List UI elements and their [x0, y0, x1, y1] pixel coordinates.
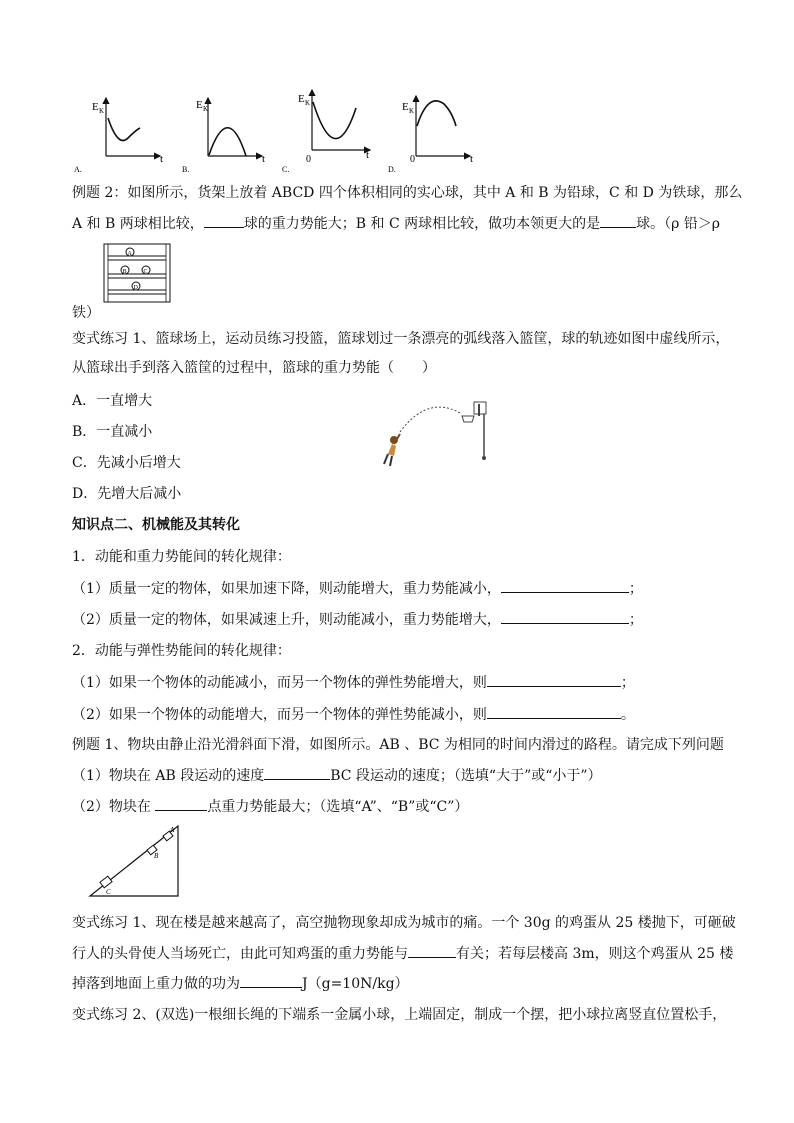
svg-text:D: D — [133, 285, 138, 291]
var1b-line1: 变式练习 1、现在楼是越来越高了，高空抛物现象却成为城市的痛。一个 30g 的鸡蛋从 25 楼抛下，可砸破 — [72, 915, 736, 931]
ex1-line1: 例题 1、物块由静止沿光滑斜面下滑，如图所示。AB 、BC 为相同的时间内滑过的路程。请完成下列问题 — [72, 737, 724, 753]
var1-line1: 变式练习 1、篮球场上，运动员练习投篮，篮球划过一条漂亮的弧线落入篮筐，球的轨迹如图中虚线所示， — [72, 331, 730, 347]
svg-text:0: 0 — [410, 154, 415, 165]
answer-blank[interactable] — [264, 765, 330, 780]
answer-blank[interactable] — [501, 578, 629, 593]
var1-option-c[interactable]: C．先减小后增大 — [72, 455, 181, 471]
var1b-line2: 行人的头骨使人当场死亡，由此可知鸡蛋的重力势能与 有关；若每层楼高 3m，则这个鸡蛋从 25 楼 — [72, 943, 733, 964]
answer-blank[interactable] — [240, 973, 302, 988]
svg-text:A.: A. — [74, 165, 82, 174]
var1-option-d[interactable]: D．先增大后减小 — [72, 486, 182, 502]
svg-text:0: 0 — [306, 154, 311, 165]
svg-text:E: E — [196, 99, 203, 111]
section2-title: 知识点二、机械能及其转化 — [72, 517, 240, 533]
svg-text:A: A — [170, 826, 175, 834]
svg-text:E: E — [298, 93, 305, 105]
ex1-q1: （1）物块在 AB 段运动的速度 BC 段运动的速度；（选填“大于”或“小于”） — [72, 765, 602, 786]
ek-t-graphs — [0, 0, 794, 180]
svg-text:t: t — [366, 149, 370, 161]
svg-text:K: K — [305, 99, 311, 107]
answer-blank[interactable] — [204, 213, 244, 228]
graph-d — [388, 96, 473, 174]
svg-text:A: A — [127, 251, 132, 257]
svg-text:C.: C. — [282, 165, 290, 174]
svg-text:B: B — [122, 269, 127, 275]
answer-blank[interactable] — [501, 609, 629, 624]
svg-text:K: K — [409, 107, 415, 115]
ball-trajectory — [400, 407, 462, 432]
basketball-figure — [378, 396, 498, 476]
svg-text:C: C — [106, 888, 111, 896]
svg-text:t: t — [470, 153, 474, 165]
section2-p1b: （2）质量一定的物体，如果减速上升，则动能减小，重力势能增大， ； — [72, 609, 643, 630]
svg-text:t: t — [160, 153, 164, 165]
svg-text:K: K — [99, 107, 105, 115]
svg-text:K: K — [203, 105, 209, 113]
ex2-line3: 铁） — [72, 305, 100, 321]
ex2-line1: 例题 2：如图所示，货架上放着 ABCD 四个体积相同的实心球，其中 A 和 B 为铅球，C 和 D 为铁球，那么 — [72, 185, 743, 201]
section2-p1a: （1）质量一定的物体，如果加速下降，则动能增大，重力势能减小， ； — [72, 578, 643, 599]
graph-b — [182, 98, 265, 174]
answer-blank[interactable] — [155, 796, 207, 811]
section2-p2b: （2）如果一个物体的动能增大，而另一个物体的弹性势能减小，则 。 — [72, 704, 635, 725]
curve-c — [313, 102, 356, 139]
curve-a — [108, 118, 140, 141]
svg-text:B: B — [154, 852, 159, 860]
graph-a — [74, 98, 163, 174]
svg-text:C: C — [143, 269, 148, 275]
svg-text:t: t — [262, 153, 266, 165]
graph-c — [282, 90, 370, 174]
answer-blank[interactable] — [487, 672, 621, 687]
svg-text:D.: D. — [388, 165, 396, 174]
section2-p1: 1．动能和重力势能间的转化规律： — [72, 549, 291, 565]
ex1-q2: （2）物块在 点重力势能最大；（选填“A”、“B”或“C”） — [72, 796, 468, 817]
shelf-figure — [100, 242, 180, 304]
svg-text:E: E — [92, 101, 99, 113]
section2-p2a: （1）如果一个物体的动能减小，而另一个物体的弹性势能增大，则 ； — [72, 672, 635, 693]
ex2-line2: A 和 B 两球相比较， 球的重力势能大；B 和 C 两球相比较，做功本领更大的是 球。（ρ 铅＞ρ — [72, 213, 720, 234]
var2-line1: 变式练习 2、(双选)一根细长绳的下端系一金属小球，上端固定，制成一个摆，把小球拉离竖直位置松手， — [72, 1007, 727, 1023]
answer-blank[interactable] — [487, 704, 621, 719]
curve-d — [417, 101, 456, 126]
section2-p2: 2．动能与弹性势能间的转化规律： — [72, 643, 291, 659]
svg-text:B.: B. — [182, 165, 190, 174]
var1b-line3: 掉落到地面上重力做的功为 J（g=10N/kg） — [72, 973, 409, 994]
var1-line2: 从篮球出手到落入篮筐的过程中，篮球的重力势能（ ） — [72, 360, 436, 376]
answer-blank[interactable] — [408, 943, 456, 958]
incline-figure — [84, 820, 194, 900]
answer-blank[interactable] — [600, 213, 636, 228]
curve-b — [209, 128, 246, 156]
var1-option-a[interactable]: A．一直增大 — [72, 393, 153, 409]
var1-option-b[interactable]: B．一直减小 — [72, 424, 153, 440]
player-icon — [384, 434, 400, 466]
svg-text:E: E — [402, 101, 409, 113]
